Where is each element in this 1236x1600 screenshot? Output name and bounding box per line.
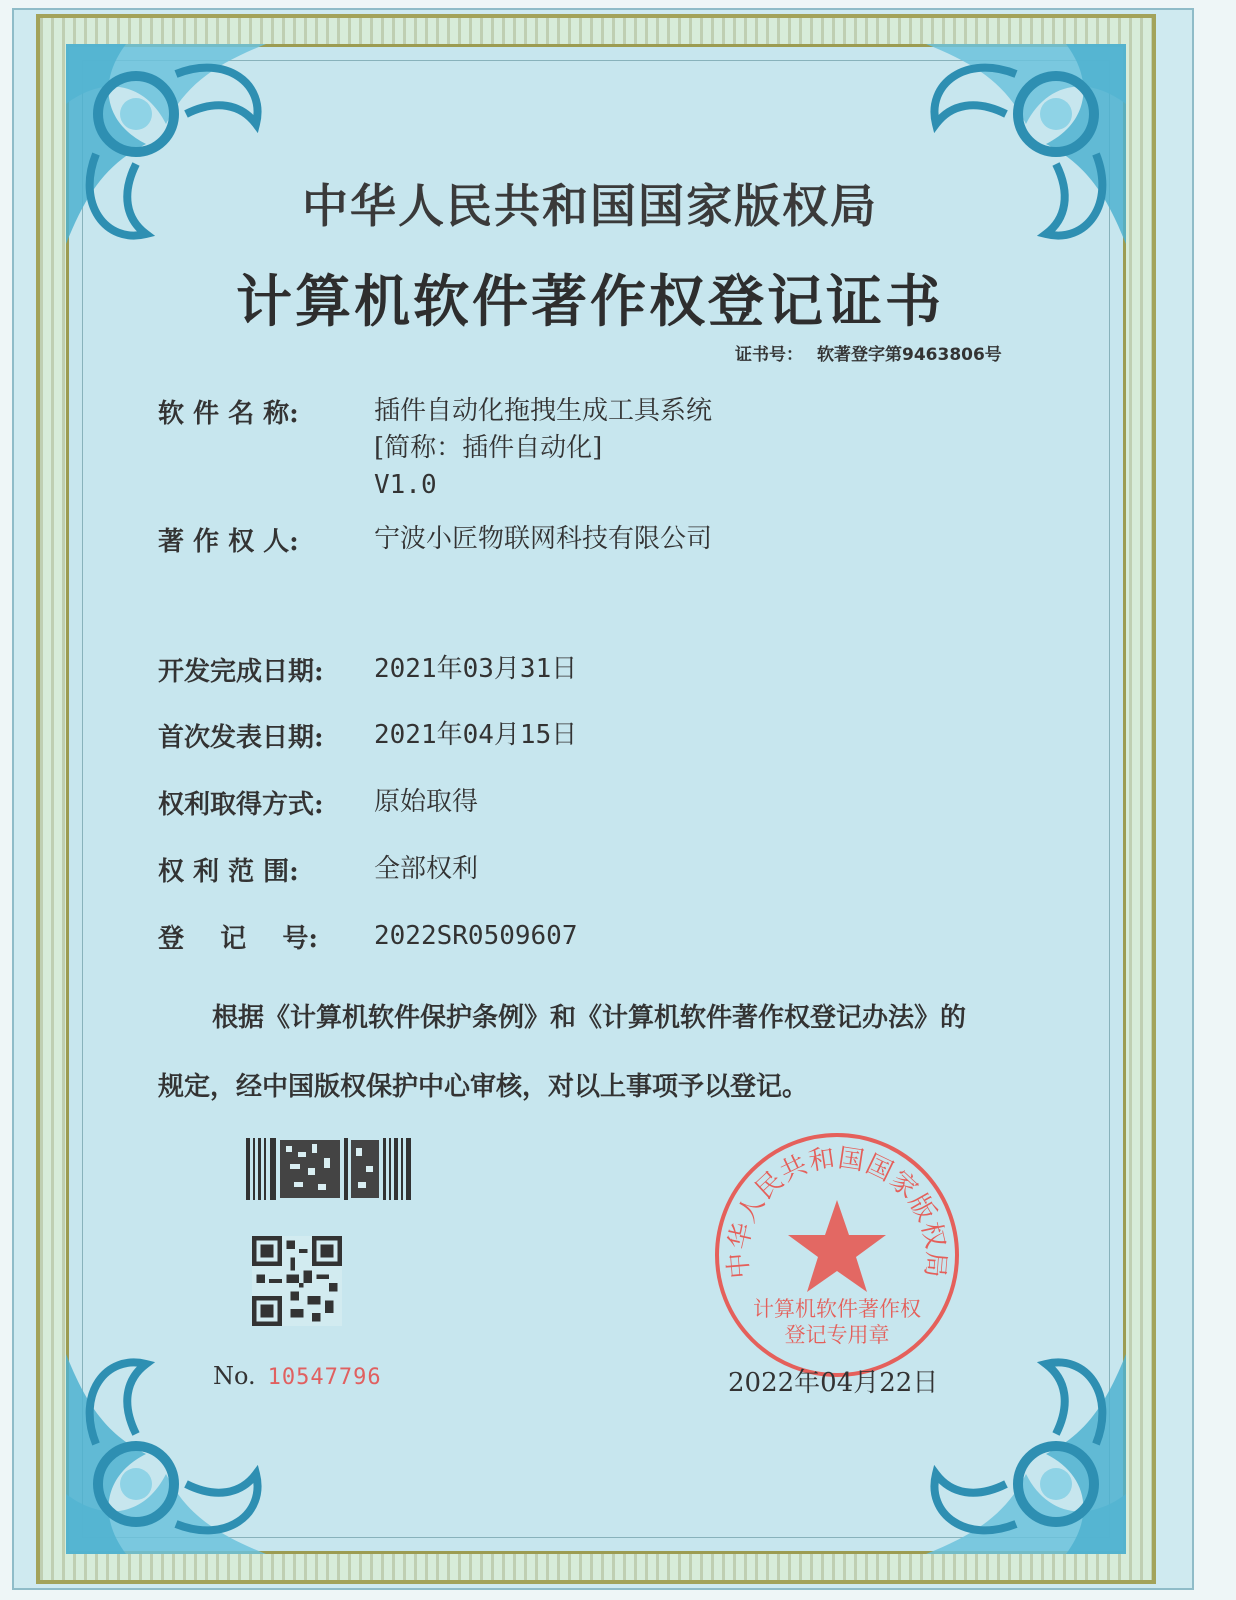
certificate-number-label: 证书号： <box>735 345 803 365</box>
certificate-number-value: 软著登字第9463806号 <box>817 345 1002 365</box>
reg-number-value: 2022SR0509607 <box>374 921 578 951</box>
serial-number-label: No. <box>213 1362 256 1390</box>
serial-number-value: 10547796 <box>267 1365 382 1390</box>
dev-date-label: 开发完成日期: <box>158 657 324 687</box>
barcode <box>246 1138 414 1200</box>
seal-inner-line-1: 计算机软件著作权 <box>753 1297 921 1321</box>
seal-outer-text: 中华人民共和国国家版权局 <box>723 1143 951 1280</box>
software-name-value: 插件自动化拖拽生成工具系统 <box>374 396 713 426</box>
owner-label: 著 作 权 人: <box>158 527 299 557</box>
scope-label: 权 利 范 围: <box>158 857 299 887</box>
certificate-number <box>735 340 1002 365</box>
issue-date: 2022年04月22日 <box>728 1368 939 1398</box>
statement-line-2: 规定，经中国版权保护中心审核，对以上事项予以登记。 <box>158 1072 809 1102</box>
corner-ornament-bottom-left <box>66 1294 326 1554</box>
seal-inner-line-2: 登记专用章 <box>784 1323 890 1347</box>
serial-number <box>213 1362 382 1390</box>
statement-line-1: 根据《计算机软件保护条例》和《计算机软件著作权登记办法》的 <box>212 1003 967 1033</box>
certificate-title: 计算机软件著作权登记证书 <box>236 269 944 335</box>
qr-code <box>252 1236 342 1326</box>
pub-date-label: 首次发表日期: <box>158 723 324 753</box>
scope-value: 全部权利 <box>374 854 479 884</box>
acquire-label: 权利取得方式: <box>158 790 324 820</box>
reg-number-label: 登 记 号: <box>158 924 319 954</box>
owner-value: 宁波小匠物联网科技有限公司 <box>374 524 713 554</box>
acquire-value: 原始取得 <box>374 787 479 817</box>
seal-star-icon <box>788 1200 886 1292</box>
software-short-name: [简称：插件自动化] <box>374 433 603 463</box>
dev-date-value: 2021年03月31日 <box>374 654 578 684</box>
issuer-heading: 中华人民共和国国家版权局 <box>302 179 878 233</box>
official-seal <box>712 1130 962 1380</box>
pub-date-value: 2021年04月15日 <box>374 720 578 750</box>
software-version: V1.0 <box>374 470 437 500</box>
software-name-label: 软 件 名 称: <box>158 399 299 429</box>
